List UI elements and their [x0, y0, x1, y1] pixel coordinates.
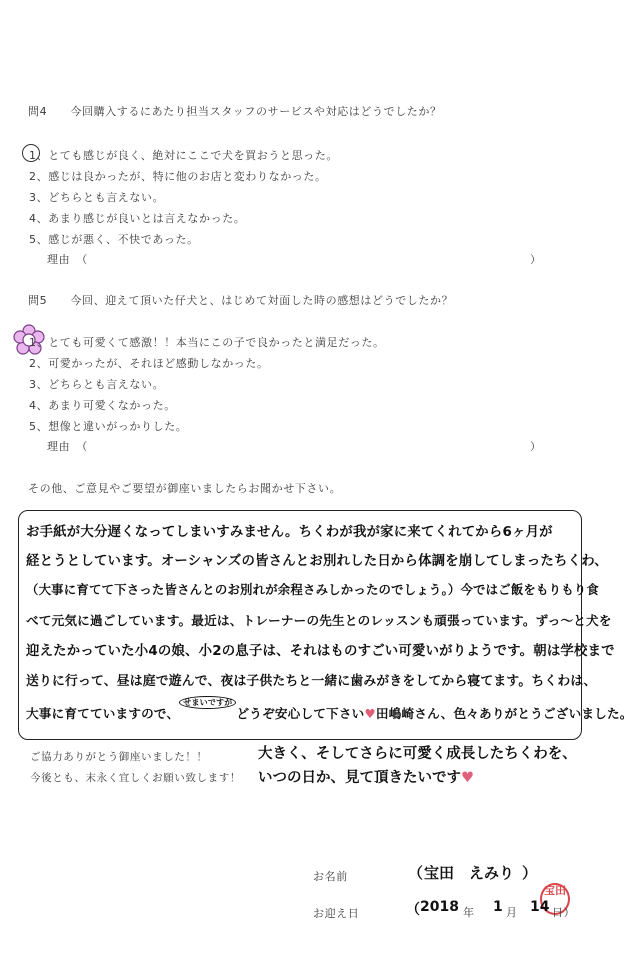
q5-option-1: 1、とても可愛くて感激！！本当にこの子で良かったと満足だった。 — [29, 336, 385, 349]
q4-reason-label: 理由 （ — [47, 253, 88, 266]
date-open-paren: （ — [406, 902, 420, 918]
date-month: 1 — [493, 899, 503, 915]
date-day-unit: 日） — [552, 906, 576, 919]
name-value: 宝田 えみり — [424, 864, 515, 882]
q5-question: 問5 今回、迎えて頂いた仔犬と、はじめて対面した時の感想はどうでしたか？ — [28, 294, 454, 307]
q4-option-2: 2、感じは良かったが、特に他のお店と変わりなかった。 — [29, 170, 327, 183]
comment-line-2: 経とうとしています。オーシャンズの皆さんとお別れした日から体調を崩してしまったちくわ、 — [26, 554, 608, 569]
name-open-paren: （ — [408, 864, 424, 882]
q4-reason-close: ） — [530, 253, 542, 266]
heart-icon: ♥ — [461, 770, 474, 786]
extra-note-text: いつの日か、見て頂きたいです — [258, 770, 461, 786]
comment-line-6: 送りに行って、昼は庭で遊んで、夜は子供たちと一緒に歯みがきをしてから寝てます。ちくわは、 — [26, 674, 597, 689]
q4-option-4: 4、あまり感じが良いとは言えなかった。 — [29, 212, 246, 225]
q5-option-2: 2、可愛かったが、それほど感動しなかった。 — [29, 357, 269, 370]
date-year-unit: 年 — [463, 906, 475, 919]
q5-reason-label: 理由 （ — [47, 440, 88, 453]
comment-line-7-a: 大事に育てていますので、 — [26, 706, 180, 721]
comment-line-7-b: どうぞ安心して下さい — [236, 706, 365, 721]
thanks-line-2: 今後とも、末永く宜しくお願い致します！ — [30, 772, 241, 784]
q4-question: 問4 今回購入するにあたり担当スタッフのサービスや対応はどうでしたか？ — [28, 105, 442, 118]
date-year: 2018 — [420, 899, 459, 915]
comment-line-1: お手紙が大分遅くなってしまいすみません。ちくわが我が家に来てくれてから6ヶ月が — [26, 525, 553, 540]
q5-reason-close: ） — [530, 440, 542, 453]
q4-option-5: 5、感じが悪く、不快であった。 — [29, 233, 199, 246]
thanks-line-1: ご協力ありがとう御座いました！！ — [30, 751, 208, 763]
comment-line-5: 迎えたかっていた小4の娘、小2の息子は、それはものすごい可愛いがりようです。朝は学校まで — [26, 644, 615, 659]
comment-prompt: その他、ご意見やご要望が御座いましたらお聞かせ下さい。 — [28, 482, 342, 495]
heart-icon: ♥ — [364, 706, 376, 721]
name-label: お名前 — [313, 870, 348, 883]
q5-option-5: 5、想像と違いがっかりした。 — [29, 420, 188, 433]
comment-line-7-c: 田嶋崎さん、色々ありがとうございました。 — [375, 706, 633, 721]
name-close-paren: ） — [522, 864, 538, 882]
extra-note-line-2 — [258, 766, 474, 787]
date-day: 14 — [530, 899, 550, 915]
comment-inset-note: せまいですが — [179, 696, 236, 709]
seal-stamp: 宝田 — [540, 883, 570, 915]
date-month-unit: 月 — [506, 906, 518, 919]
q4-option-1: 1、とても感じが良く、絶対にここで犬を買おうと思った。 — [29, 149, 338, 162]
comment-line-4: べて元気に過ごしています。最近は、トレーナーの先生とのレッスンも頑張っています。ずっ〜と犬を — [26, 613, 612, 628]
comment-line-7 — [26, 698, 633, 722]
date-label: お迎え日 — [313, 907, 360, 920]
q5-option-3: 3、どちらとも言えない。 — [29, 378, 165, 391]
comment-line-3: （大事に育てて下さった皆さんとのお別れが余程さみしかったのでしょう。）今ではご飯をもりもり食 — [26, 582, 599, 597]
extra-note-line-1: 大きく、そしてさらに可愛く成長したちくわを、 — [258, 746, 577, 762]
q5-option-4: 4、あまり可愛くなかった。 — [29, 399, 176, 412]
q4-option-3: 3、どちらとも言えない。 — [29, 191, 165, 204]
